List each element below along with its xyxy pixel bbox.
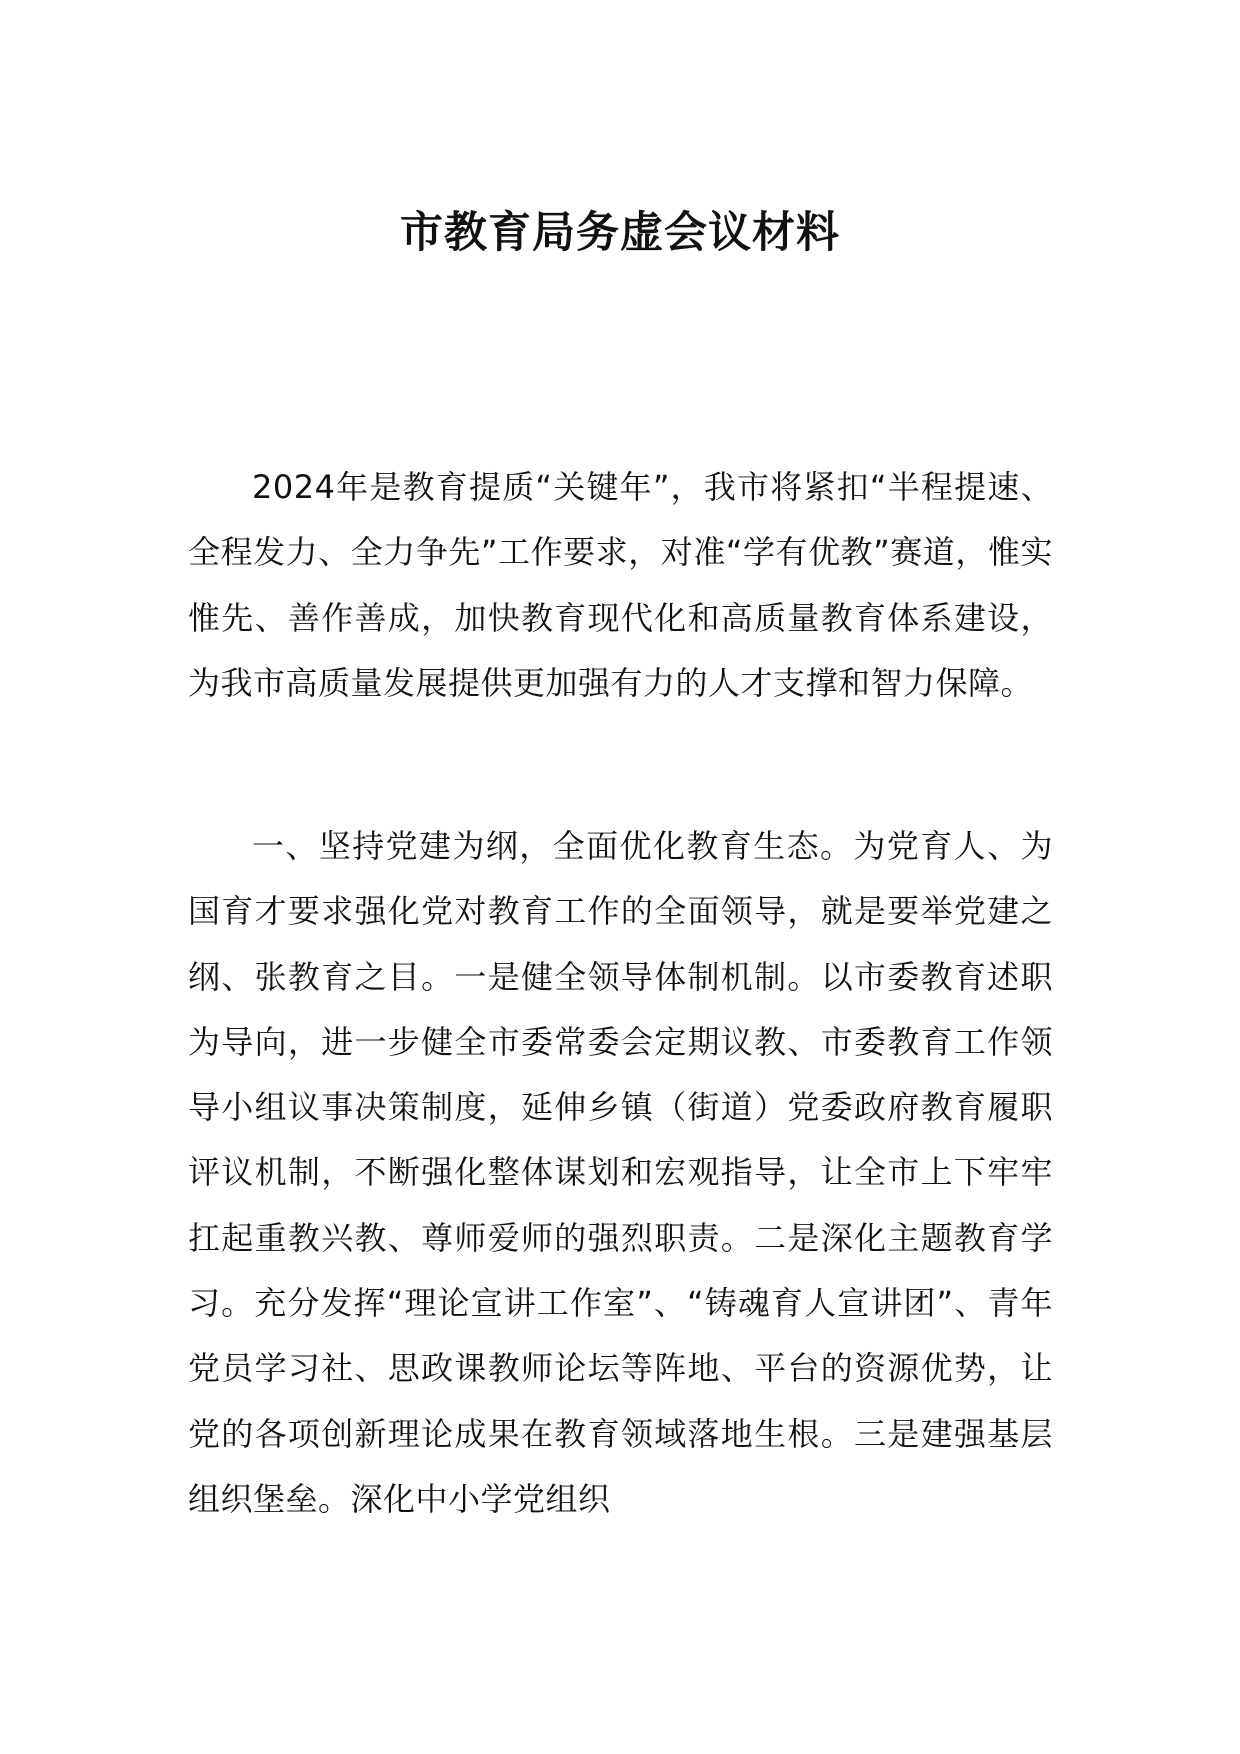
document-title: 市教育局务虚会议材料	[400, 208, 840, 258]
section-one-paragraph: 一、坚持党建为纲，全面优化教育生态。为党育人、为国育才要求强化党对教育工作的全面领导，就是要举党建之纲、张教育之目。一是健全领导体制机制。以市委教育述职为导向，进一步健全市委常委会定期议教、市委教育工作领导小组议事决策制度，延伸乡镇（街道）党委政府教育履职评议机制，不断强化整体谋划和宏观指导，让全市上下牢牢扛起重教兴教、尊师爱师的强烈职责。二是深化主题教育学习。充分发挥“理论宣讲工作室”、“铸魂育人宣讲团”、青年党员学习社、思政课教师论坛等阵地、平台的资源优势，让党的各项创新理论成果在教育领域落地生根。三是建强基层组织堡垒。深化中小学党组织	[188, 827, 1053, 1518]
intro-paragraph: 2024年是教育提质“关键年”，我市将紧扣“半程提速、全程发力、全力争先”工作要求，对准“学有优教”赛道，惟实惟先、善作善成，加快教育现代化和高质量教育体系建设，为我市高质量发展提供更加强有力的人才支撑和智力保障。	[188, 468, 1053, 702]
